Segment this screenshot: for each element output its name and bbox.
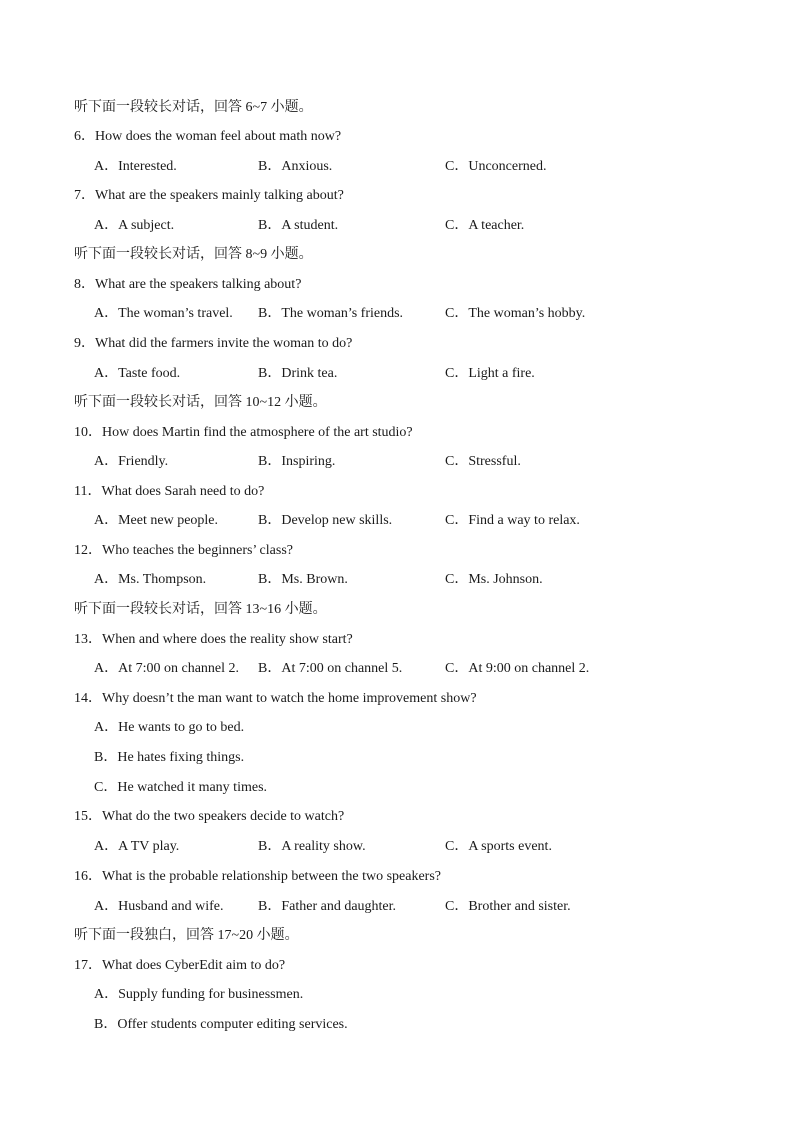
options-row-7	[0, 216, 800, 236]
section-instruction: 听下面一段独白，回答 17~20 小题。	[74, 928, 299, 943]
option-c: C．Light a fire.	[445, 366, 535, 381]
question-17: 17．What does CyberEdit aim to do?	[74, 958, 286, 973]
option-a: A．Interested.	[94, 159, 177, 174]
question-14: 14．Why doesn’t the man want to watch the home improvement show?	[74, 691, 477, 706]
option-b: B．Father and daughter.	[258, 899, 397, 914]
option-row-14c	[0, 778, 800, 798]
question-13: 13．When and where does the reality show start?	[74, 632, 353, 647]
option-a: A．Supply funding for businessmen.	[94, 987, 304, 1002]
option-c: C．Ms. Johnson.	[445, 572, 543, 587]
option-a: A．Husband and wife.	[94, 899, 224, 914]
section-instruction: 听下面一段较长对话，回答 8~9 小题。	[74, 247, 313, 262]
options-row-12	[0, 570, 800, 590]
question-6: 6．How does the woman feel about math now?	[74, 129, 342, 144]
option-c: C．Brother and sister.	[445, 899, 571, 914]
question-8: 8．What are the speakers talking about?	[74, 277, 302, 292]
option-c: C．At 9:00 on channel 2.	[445, 661, 590, 676]
question-10: 10．How does Martin find the atmosphere of the art studio?	[74, 425, 413, 440]
option-b: B．Develop new skills.	[258, 513, 393, 528]
section-instruction: 听下面一段较长对话，回答 6~7 小题。	[74, 100, 313, 115]
option-row-17a	[0, 985, 800, 1005]
question-7: 7．What are the speakers mainly talking about?	[74, 188, 344, 203]
option-b: B．Inspiring.	[258, 454, 336, 469]
option-a: A．Taste food.	[94, 366, 181, 381]
option-a: A．Friendly.	[94, 454, 169, 469]
option-c: C．He watched it many times.	[94, 780, 268, 795]
option-b: B．The woman’s friends.	[258, 306, 404, 321]
options-row-8	[0, 304, 800, 324]
option-row-14a	[0, 718, 800, 738]
question-11: 11．What does Sarah need to do?	[74, 484, 265, 499]
section-instruction: 听下面一段较长对话，回答 13~16 小题。	[74, 602, 327, 617]
question-9: 9．What did the farmers invite the woman to do?	[74, 336, 353, 351]
option-b: B．Anxious.	[258, 159, 333, 174]
option-b: B．A reality show.	[258, 839, 366, 854]
option-b: B．Offer students computer editing services.	[94, 1017, 348, 1032]
option-a: A．Meet new people.	[94, 513, 219, 528]
option-c: C．A teacher.	[445, 218, 525, 233]
option-row-14b	[0, 748, 800, 768]
option-a: A．A subject.	[94, 218, 175, 233]
options-row-16	[0, 897, 800, 917]
options-row-13	[0, 659, 800, 679]
option-a: A．At 7:00 on channel 2.	[94, 661, 240, 676]
option-b: B．Ms. Brown.	[258, 572, 348, 587]
option-a: A．Ms. Thompson.	[94, 572, 207, 587]
option-a: A．The woman’s travel.	[94, 306, 233, 321]
options-row-11	[0, 511, 800, 531]
option-b: B．At 7:00 on channel 5.	[258, 661, 403, 676]
option-row-17b	[0, 1015, 800, 1035]
options-row-9	[0, 364, 800, 384]
option-c: C．Unconcerned.	[445, 159, 547, 174]
question-12: 12．Who teaches the beginners’ class?	[74, 543, 293, 558]
option-a: A．He wants to go to bed.	[94, 720, 245, 735]
option-c: C．A sports event.	[445, 839, 552, 854]
option-b: B．Drink tea.	[258, 366, 338, 381]
options-row-15	[0, 837, 800, 857]
option-c: C．Find a way to relax.	[445, 513, 580, 528]
option-a: A．A TV play.	[94, 839, 180, 854]
option-b: B．He hates fixing things.	[94, 750, 245, 765]
question-16: 16．What is the probable relationship between the two speakers?	[74, 869, 441, 884]
option-c: C．Stressful.	[445, 454, 521, 469]
option-c: C．The woman’s hobby.	[445, 306, 586, 321]
section-instruction: 听下面一段较长对话，回答 10~12 小题。	[74, 395, 327, 410]
option-b: B．A student.	[258, 218, 339, 233]
options-row-6	[0, 157, 800, 177]
options-row-10	[0, 452, 800, 472]
question-15: 15．What do the two speakers decide to watch?	[74, 809, 345, 824]
